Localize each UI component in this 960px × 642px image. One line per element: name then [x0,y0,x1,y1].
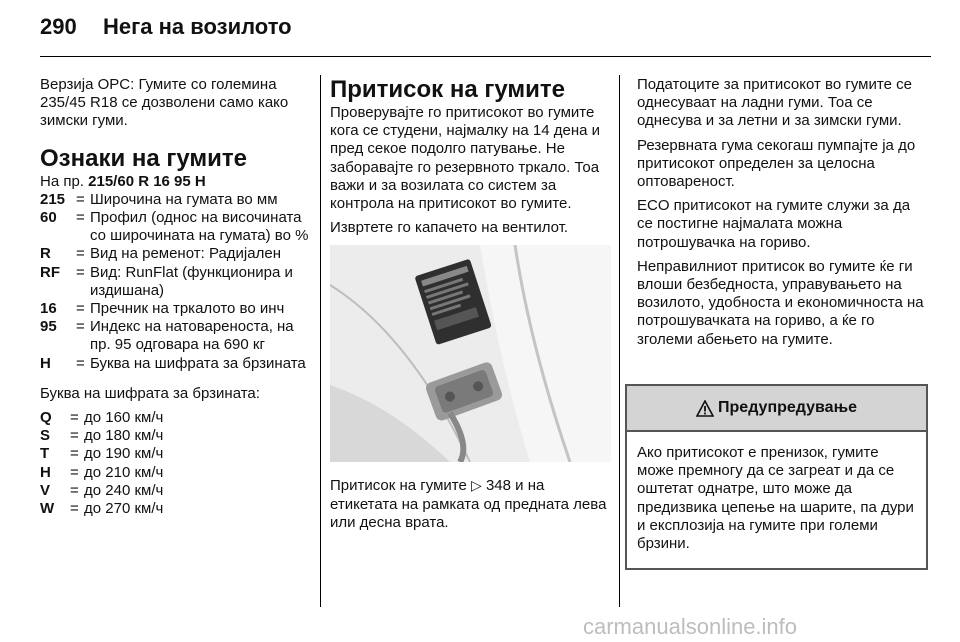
eco-pressure-text: ECO притисокот на гумите служи за да се постигне најмалата можна потрошувачка на гориво. [637,197,911,251]
caption-page-ref: 348 [485,477,511,495]
warning-title: Предупредување [718,399,857,416]
definition-row [40,445,310,463]
definition-row [40,355,310,373]
definition-key: W [40,500,55,518]
tyre-pressure-heading: Притисок на гумите [330,76,566,103]
opc-note: Верзија OPC: Гумите со големина 235/45 R18 се дозволени само како зимски гуми. [40,76,289,130]
equals-sign: = [76,190,85,208]
definition-text: до 190 км/ч [84,445,164,463]
definition-row [40,482,310,500]
definition-text: до 180 км/ч [84,427,164,445]
watermark: carmanualsonline.info [583,614,798,639]
equals-sign: = [70,427,79,445]
definition-key: 60 [40,209,57,227]
caption-text: Притисок на гумите [330,477,467,495]
definition-row [40,245,310,263]
definition-text: Вид: RunFlat (функционира и издишана) [90,263,293,299]
definition-text: Буква на шифрата за брзината [90,354,306,372]
definition-row [40,409,310,427]
definition-text: до 270 км/ч [84,500,164,518]
column-1 [40,76,310,518]
equals-sign: = [70,409,79,427]
equals-sign: = [70,500,79,518]
example-code: 215/60 R 16 95 H [88,172,206,190]
definition-key: V [40,481,51,499]
caption-text-end: и на етикетата на рамката од предната лева или десна врата. [330,477,607,531]
column-divider-2 [619,75,620,607]
definition-text: Пречник на тркалото во инч [90,300,285,318]
definition-row [40,209,310,245]
equals-sign: = [70,481,79,499]
marking-definitions [40,191,310,373]
equals-sign: = [76,300,85,318]
valve-cap-text: Извртете го капачето на вентилот. [330,219,569,237]
column-2 [330,76,612,538]
definition-key: 215 [40,190,66,208]
warning-text: Ако притисокот е пренизок, гумите може премногу да се загреат и да се оштетат однатре, што може да предизвика цепење на шарите, па дури и експлозија на гумите при големи брзини. [637,444,914,553]
pressure-check-text: Проверувајте го притисокот во гумите кога се студени, најмалку на 14 дена и пред секое подолго патување. Не заборавајте го резервното тркало. Тоа важи и за возилата со систем за контрола на притисокот во гумите. [330,104,601,213]
definition-text: до 210 км/ч [84,463,164,481]
definition-text: до 160 км/ч [84,409,164,427]
definition-key: 16 [40,300,57,318]
warning-box [625,384,928,570]
column-divider-1 [320,75,321,607]
example-line [40,173,310,191]
warning-header [627,386,926,432]
definition-key: R [40,245,51,263]
equals-sign: = [76,263,85,281]
column-3 [637,76,929,355]
door-frame-photo [330,245,611,462]
example-prefix: На пр. [40,172,84,190]
tyre-markings-heading: Ознаки на гумите [40,144,248,172]
equals-sign: = [76,318,85,336]
definition-row [40,191,310,209]
definition-row [40,500,310,518]
definition-key: H [40,463,51,481]
page-title: Нега на возилото [103,14,292,39]
definition-text: Широчина на гумата во мм [90,190,278,208]
definition-row [40,264,310,300]
cold-tyre-text: Податоците за притисокот во гумите се однесуваат на ладни гуми. Тоа се однесува и за летни и за зимски гуми. [637,76,912,130]
header-divider [40,56,931,57]
equals-sign: = [76,245,85,263]
definition-text: до 240 км/ч [84,481,164,499]
definition-key: RF [40,263,60,281]
definition-key: 95 [40,318,57,336]
speed-intro: Буква на шифрата за брзината: [40,384,260,402]
spare-tyre-text: Резервната гума секогаш пумпајте ја до притисокот определен за целосна оптовареност. [637,136,916,191]
definition-key: S [40,427,51,445]
page-number: 290 [40,14,77,39]
definition-text: Индекс на натовареноста, на пр. 95 одговара на 690 кг [90,318,294,354]
definition-text: Профил (однос на височината со широчината на гумата) во % [90,209,309,245]
definition-text: Вид на ременот: Радијален [90,245,281,263]
definition-row [40,427,310,445]
warning-triangle-icon [696,400,714,417]
door-frame-illustration [330,245,611,462]
definition-row [40,464,310,482]
equals-sign: = [76,209,85,227]
definition-key: H [40,354,51,372]
speed-codes [40,409,310,518]
definition-key: Q [40,409,52,427]
equals-sign: = [76,354,85,372]
definition-row [40,318,310,354]
page-ref-icon: ▷ [471,477,482,494]
photo-caption [330,476,612,532]
equals-sign: = [70,445,79,463]
incorrect-pressure-text: Неправилниот притисок во гумите ќе ги влоши безбедноста, управувањето на возилото, удобноста и економичноста на потрошувачката на гориво, а ќе го зголеми абењето на гумите. [637,257,924,348]
equals-sign: = [70,463,79,481]
definition-row [40,300,310,318]
definition-key: T [40,445,50,463]
